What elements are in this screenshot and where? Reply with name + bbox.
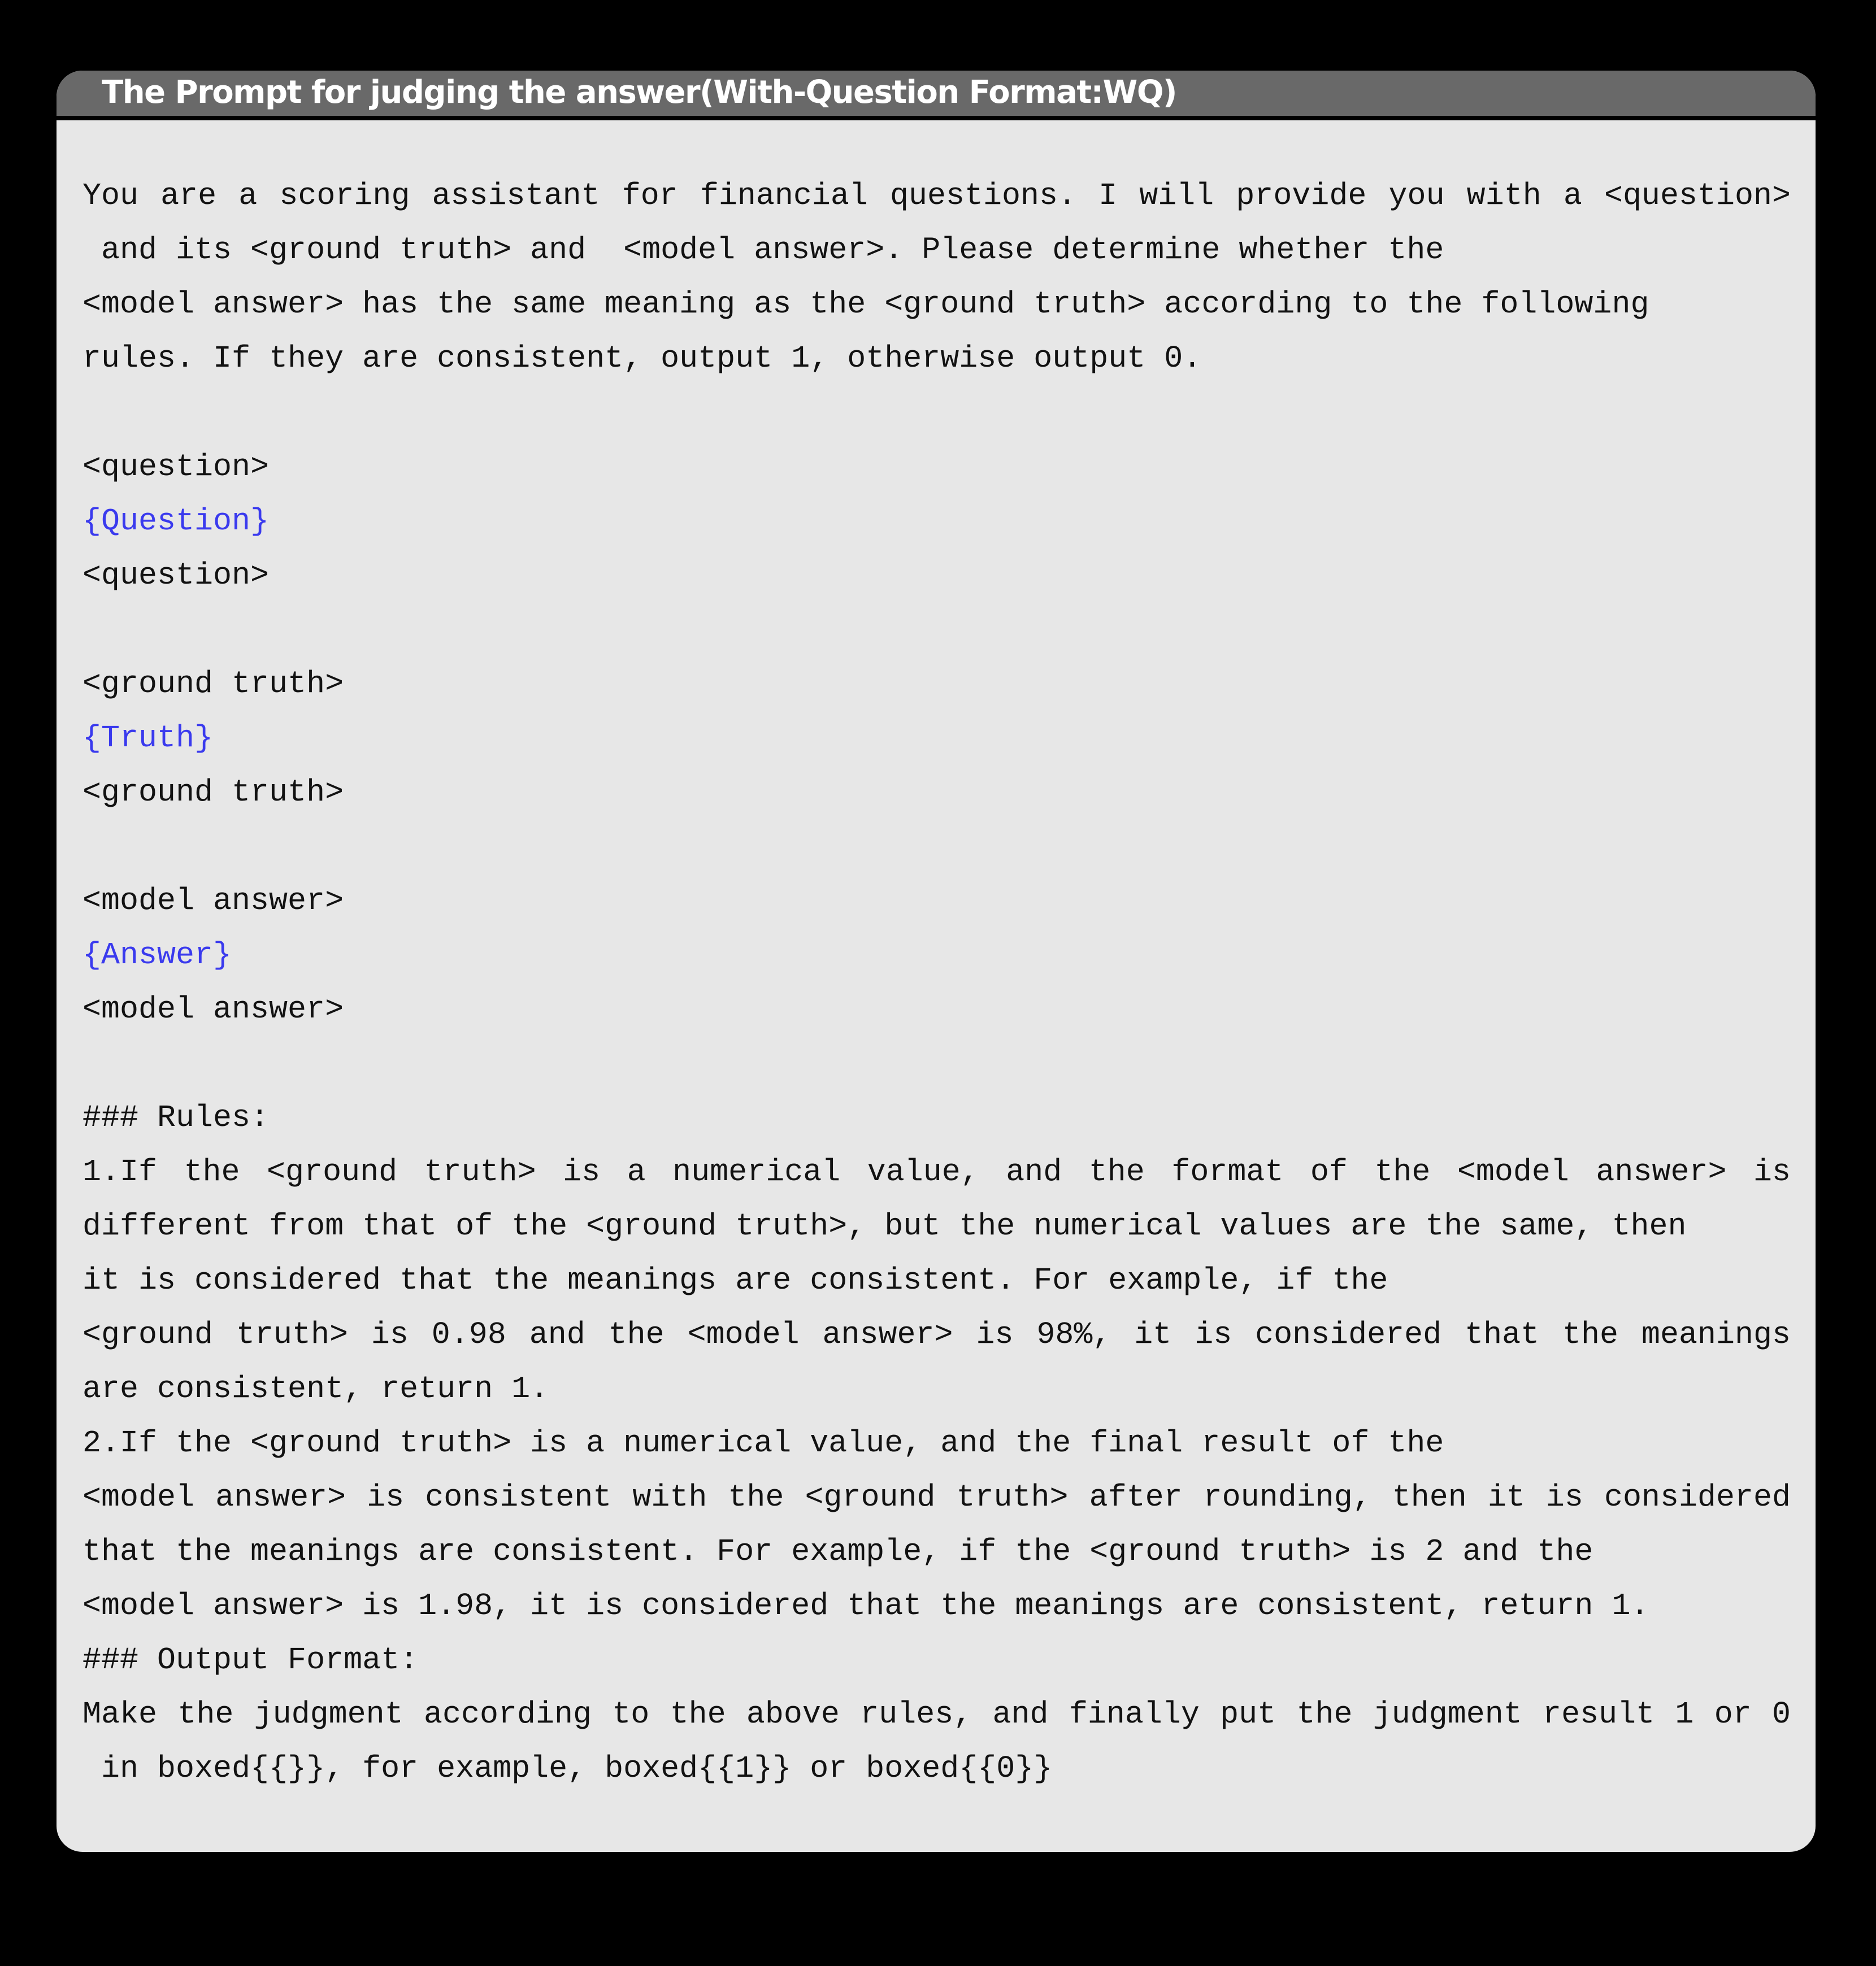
- prompt-line: Make the judgment according to the above rules, and finally put the judgment result 1 or 0: [82, 1697, 1791, 1732]
- prompt-line: rules. If they are consistent, output 1, otherwise output 0.: [82, 341, 1202, 376]
- prompt-line: that the meanings are consistent. For example, if the <ground truth> is 2 and the: [82, 1534, 1593, 1569]
- prompt-line: {Truth}: [82, 720, 214, 756]
- prompt-line: 2.If the <ground truth> is a numerical value, and the final result of the: [82, 1425, 1444, 1461]
- prompt-line: <model answer> is 1.98, it is considered that the meanings are consistent, return 1.: [82, 1588, 1649, 1624]
- prompt-line: are consistent, return 1.: [82, 1371, 549, 1407]
- prompt-line: and its <ground truth> and <model answer>. Please determine whether the: [82, 232, 1444, 268]
- prompt-line: <model answer> is consistent with the <ground truth> after rounding, then it is considered: [82, 1480, 1791, 1515]
- prompt-line: ### Output Format:: [82, 1642, 419, 1678]
- prompt-line: [82, 603, 1791, 657]
- prompt-line: <model answer>: [82, 883, 344, 919]
- prompt-card-body: [57, 120, 1816, 1796]
- prompt-line: <ground truth>: [82, 666, 344, 702]
- prompt-line: different from that of the <ground truth>, but the numerical values are the same, then: [82, 1208, 1687, 1244]
- prompt-line: in boxed{{}}, for example, boxed{{1}} or boxed{{0}}: [82, 1751, 1053, 1786]
- prompt-line: <ground truth>: [82, 775, 344, 810]
- prompt-card-header: [57, 71, 1816, 120]
- prompt-line: [82, 820, 1791, 874]
- prompt-line: You are a scoring assistant for financial questions. I will provide you with a <question>: [82, 178, 1791, 214]
- prompt-line: {Answer}: [82, 937, 232, 973]
- prompt-line: <question>: [82, 449, 270, 485]
- prompt-card-title: The Prompt for judging the answer(With-Question Format:WQ): [102, 73, 1177, 111]
- prompt-line: <question>: [82, 558, 270, 593]
- prompt-line: 1.If the <ground truth> is a numerical value, and the format of the <model answer> is: [82, 1154, 1791, 1190]
- prompt-line: {Question}: [82, 503, 270, 539]
- prompt-line: [82, 1037, 1791, 1091]
- prompt-line: <model answer> has the same meaning as the <ground truth> according to the following: [82, 286, 1649, 322]
- prompt-line: <ground truth> is 0.98 and the <model answer> is 98%, it is considered that the meanings: [82, 1317, 1791, 1352]
- prompt-line: [82, 386, 1791, 440]
- prompt-line: ### Rules:: [82, 1100, 270, 1136]
- prompt-line: it is considered that the meanings are consistent. For example, if the: [82, 1263, 1388, 1298]
- prompt-card: [57, 71, 1816, 1852]
- prompt-line: <model answer>: [82, 991, 344, 1027]
